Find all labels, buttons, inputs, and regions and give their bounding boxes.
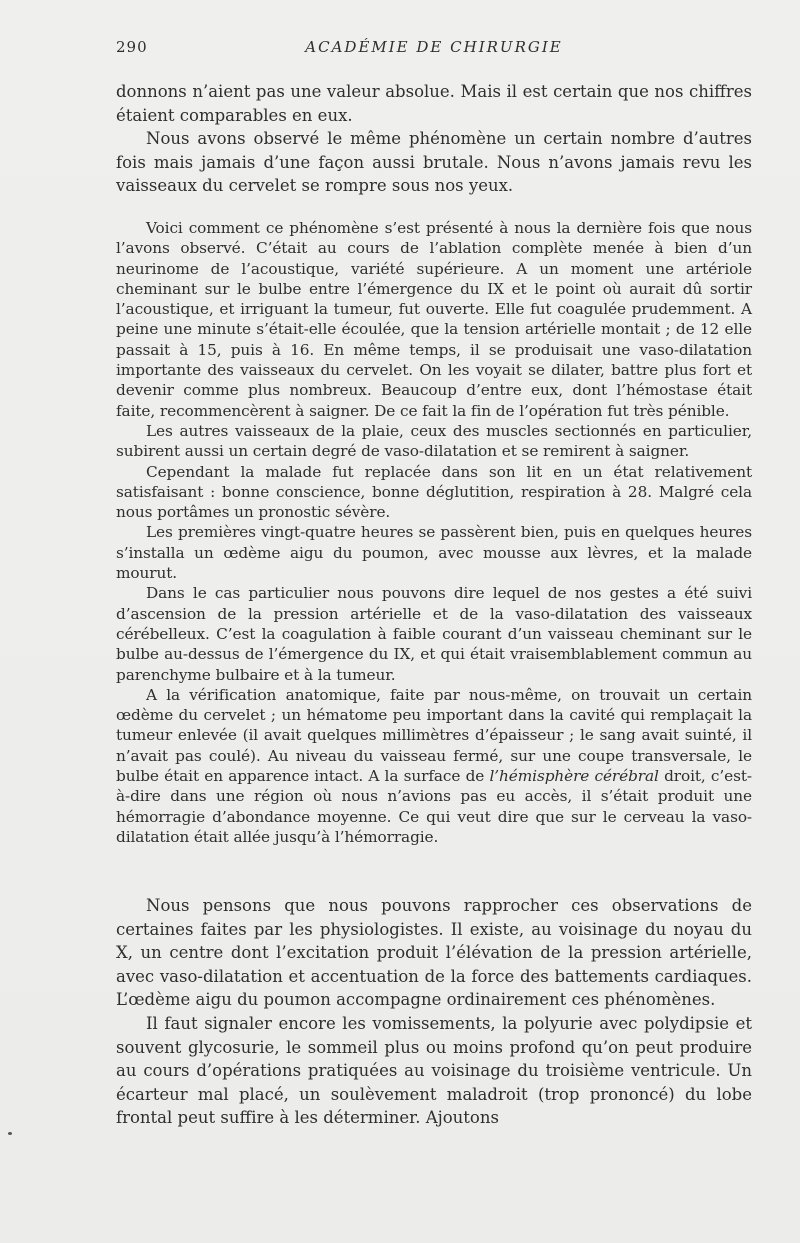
scan-speck (8, 1132, 12, 1135)
text-section-bottom (116, 894, 752, 1130)
text-section-top (116, 80, 752, 198)
paragraph: Il faut signaler encore les vomissements, la polyurie avec polydipsie et souvent glycosurie, le sommeil plus ou moins profond qu’on peut produire au cours d’opérations pratiquées au voisinage du troisième ventricule. Un écarteur mal placé, un soulèvement maladroit (trop prononcé) du lobe frontal peut suffire à les déterminer. Ajoutons (116, 1013, 752, 1128)
paragraph-verification (116, 685, 752, 847)
italic-term: l’hémisphère cérébral (489, 767, 659, 786)
paragraph: Les premières vingt-quatre heures se passèrent bien, puis en quelques heures s’installa un œdème aigu du poumon, avec mousse aux lèvres, et la malade mourut. (116, 523, 752, 583)
verification-text-start: A la vérification anatomique, faite par nous-même, on trouvait un certain œdème du cervelet ; un hématome peu important dans la cavité qui remplaçait la tumeur enlevée (il avait quelques millimètres d’épaisseur ; le sang avait suinté, il n’avait pas coulé). Au niveau du vaisseau fermé, sur une coupe transversale, le bulbe était en apparence intact. A la surface de (116, 685, 752, 786)
paragraph: Cependant la malade fut replacée dans son lit en un état relativement satisfaisant : bonne conscience, bonne déglutition, respiration à 28. Malgré cela nous portâmes un pronostic sévère. (116, 462, 752, 522)
verification-text-end: droit, c’est-à-dire dans une région où nous n’avions pas eu accès, il s’était produit une hémorragie d’abondance moyenne. Ce qui veut dire que sur le cerveau la vaso-dilatation était allée jusqu’à l’hémorragie. (116, 767, 752, 846)
paragraph: Nous avons observé le même phénomène un certain nombre d’autres fois mais jamais d’une façon aussi brutale. Nous n’avons jamais revu les vaisseaux du cervelet se rompre sous nos yeux. (116, 129, 752, 195)
page-header (116, 38, 752, 58)
page-number: 290 (116, 38, 148, 56)
paragraph: donnons n’aient pas une valeur absolue. Mais il est certain que nos chiffres étaient comparables en eux. (116, 82, 752, 125)
paragraph: Voici comment ce phénomène s’est présenté à nous la dernière fois que nous l’avons observé. C’était au cours de l’ablation complète menée à bien d’un neurinome de l’acoustique, variété supérieure. A un moment une artériole cheminant sur le bulbe entre l’émergence du IX et le point où aurait dû sortir l’acoustique, et irriguant la tumeur, fut ouverte. Elle fut coagulée prudemment. A peine une minute s’était-elle écoulée, que la tension artérielle montait ; de 12 elle passait à 15, puis à 16. En même temps, il se produisait une vaso-dilatation importante des vaisseaux du cervelet. On les voyait se dilater, battre plus fort et devenir comme plus nombreux. Beaucoup d’entre eux, dont l’hémostase était faite, recommencèrent à saigner. De ce fait la fin de l’opération fut très pénible. (116, 219, 752, 420)
paragraph: Dans le cas particulier nous pouvons dire lequel de nos gestes a été suivi d’ascension de la pression artérielle et de la vaso-dilatation des vaisseaux cérébelleux. C’est la coagulation à faible courant d’un vaisseau cheminant sur le bulbe au-dessus de l’émergence du IX, et qui était vraisemblablement commun au parenchyme bulbaire et à la tumeur. (116, 584, 752, 684)
paragraph: Les autres vaisseaux de la plaie, ceux des muscles sectionnés en particulier, subirent aussi un certain degré de vaso-dilatation et se remirent à saigner. (116, 421, 752, 461)
text-section-case-report (116, 218, 752, 847)
paragraph: Nous pensons que nous pouvons rapprocher ces observations de certaines faites par les physiologistes. Il existe, au voisinage du noyau du X, un centre dont l’excitation produit l’élévation de la pression artérielle, avec vaso-dilatation et accentuation de la force des battements cardiaques. L’œdème aigu du poumon accompagne ordinairement ces phénomènes. (116, 896, 752, 1010)
running-title: ACADÉMIE DE CHIRURGIE (305, 38, 563, 56)
